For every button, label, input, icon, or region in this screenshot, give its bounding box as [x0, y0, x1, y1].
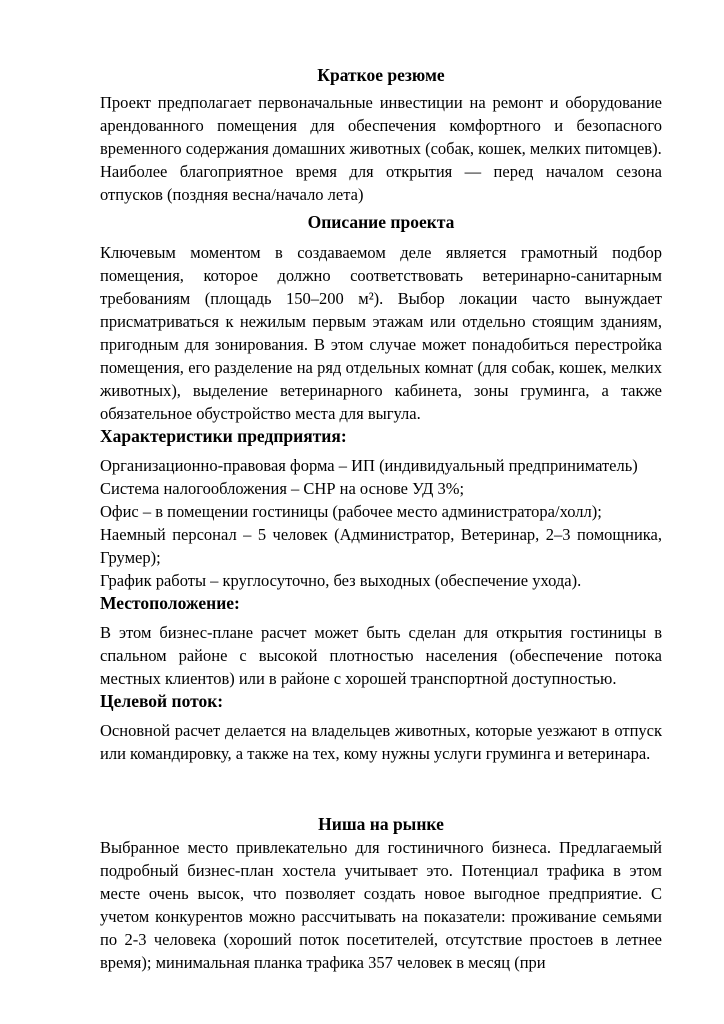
heading-project-description: Описание проекта — [307, 212, 455, 232]
paragraph-summary-1: Проект предполагает первоначальные инвестиции на ремонт и оборудование арендованного помещения для обеспечения комфортного и безопасного временного содержания домашних животных (собак, кошек, мелких питомцев). — [100, 93, 662, 158]
subheading-location: Местоположение: — [100, 593, 240, 613]
characteristic-schedule: График работы – круглосуточно, без выходных (обеспечение ухода). — [100, 571, 582, 590]
characteristic-legal-form: Организационно-правовая форма – ИП (индивидуальный предприниматель) — [100, 456, 638, 475]
paragraph-target-flow: Основной расчет делается на владельцев животных, которые уезжают в отпуск или командировку, а также на тех, кому нужны услуги груминга и ветеринара. — [100, 721, 662, 763]
characteristic-tax-system: Система налогообложения – СНР на основе УД 3%; — [100, 479, 465, 498]
characteristic-staff: Наемный персонал – 5 человек (Администратор, Ветеринар, 2–3 помощника, Грумер); — [100, 525, 662, 567]
characteristic-office: Офис – в помещении гостиницы (рабочее место администратора/холл); — [100, 502, 602, 521]
heading-market-niche: Ниша на рынке — [318, 814, 444, 834]
paragraph-summary-2: Наиболее благоприятное время для открытия — перед началом сезона отпусков (поздняя весна/начало лета) — [100, 162, 662, 204]
paragraph-location: В этом бизнес-плане расчет может быть сделан для открытия гостиницы в спальном районе с высокой плотностью населения (обеспечение потока местных клиентов) или в районе с хорошей транспортной доступностью. — [100, 623, 662, 688]
paragraph-project-description: Ключевым моментом в создаваемом деле является грамотный подбор помещения, которое должно соответствовать ветеринарно-санитарным требованиям (площадь 150–200 м²). Выбор локации часто вынуждает присматриваться к нежилым первым этажам или отдельно стоящим зданиям, пригодным для зонирования. В этом случае может понадобиться перестройка помещения, его разделение на ряд отдельных комнат (для собак, кошек, мелких животных), выделение ветеринарного кабинета, зоны груминга, а также обязательное обустройство места для выгула. — [100, 243, 662, 423]
heading-summary: Краткое резюме — [317, 65, 445, 85]
paragraph-market-niche: Выбранное место привлекательно для гостиничного бизнеса. Предлагаемый подробный бизнес-план хостела учитывает это. Потенциал трафика в этом месте очень высок, что позволяет создать новое выгодное предприятие. С учетом конкурентов можно рассчитывать на показатели: проживание семьями по 2-3 человека (хороший поток посетителей, отсутствие простоев в летнее время); минимальная планка трафика 357 человек в месяц (при — [100, 838, 662, 972]
subheading-characteristics: Характеристики предприятия: — [100, 426, 347, 446]
subheading-target-flow: Целевой поток: — [100, 691, 224, 711]
